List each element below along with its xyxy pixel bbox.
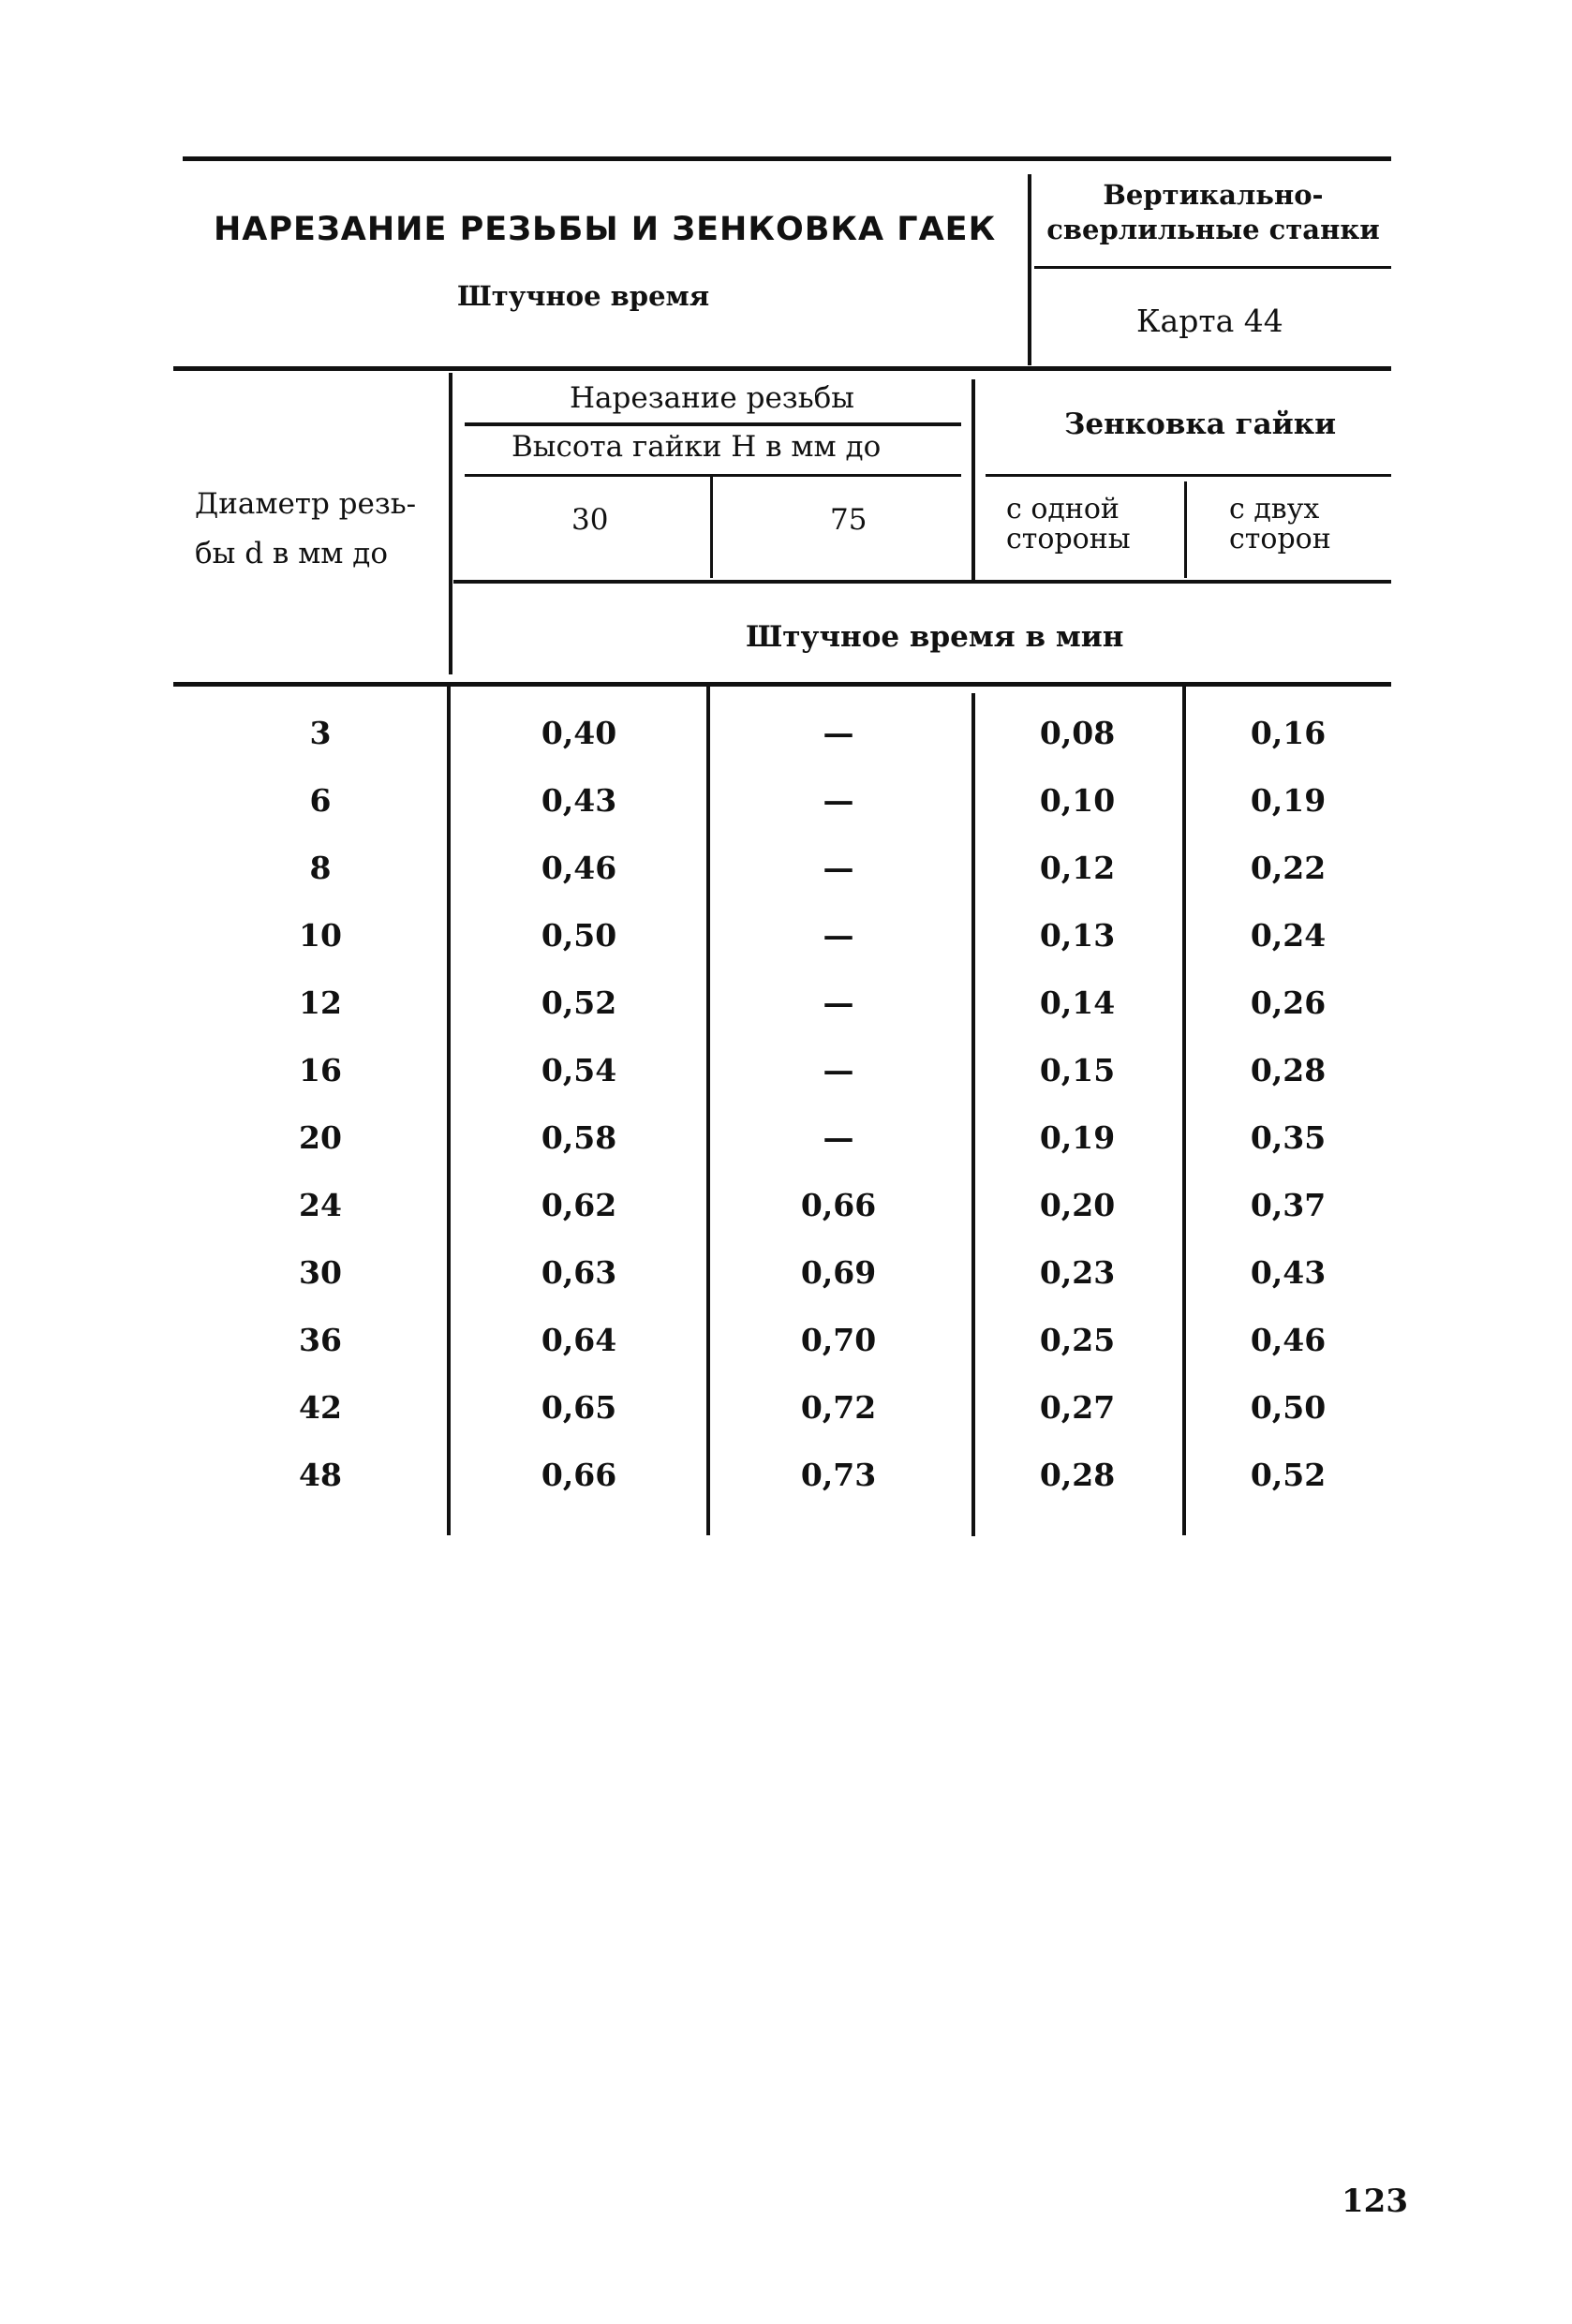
time-one-side-cell: 0,12	[1039, 850, 1116, 886]
time-h30-cell: 0,43	[541, 782, 617, 819]
time-two-sides-cell: 0,46	[1250, 1322, 1327, 1358]
col-divider-4-header	[1184, 481, 1187, 578]
page-number: 123	[1342, 2183, 1408, 2220]
two-sides-header	[1229, 495, 1331, 554]
machine-type-line1: Вертикально-	[1103, 179, 1324, 211]
time-one-side-cell: 0,15	[1039, 1052, 1116, 1088]
time-one-side-cell: 0,27	[1039, 1389, 1116, 1426]
diameter-cell: 30	[299, 1254, 342, 1291]
diameter-cell: 6	[309, 782, 332, 819]
card-rule	[1034, 266, 1391, 269]
diameter-cell: 16	[299, 1052, 342, 1088]
diameter-cell: 12	[299, 984, 342, 1021]
time-h75-cell: 0,66	[800, 1187, 877, 1223]
diameter-cell: 24	[299, 1187, 342, 1223]
time-h30-cell: 0,62	[541, 1187, 617, 1223]
diameter-cell: 36	[299, 1322, 342, 1358]
table-row	[0, 852, 1572, 890]
machine-type-line2: сверлильные станки	[1046, 214, 1380, 246]
time-one-side-cell: 0,13	[1039, 917, 1116, 954]
time-h75-cell: 0,72	[800, 1389, 877, 1426]
time-h75-cell: 0,69	[800, 1254, 877, 1291]
nut-height-header	[512, 430, 882, 464]
time-h75-cell: —	[823, 1119, 854, 1156]
time-one-side-cell: 0,23	[1039, 1254, 1116, 1291]
two-sides-line2: сторон	[1229, 522, 1331, 555]
table-row	[0, 1322, 1572, 1362]
table-body-rule	[173, 682, 1391, 687]
time-h30-cell: 0,54	[541, 1052, 617, 1088]
table-row	[0, 984, 1572, 1025]
time-h30-cell: 0,64	[541, 1322, 617, 1358]
threading-rule	[465, 422, 961, 426]
table-row	[0, 1254, 1572, 1295]
time-h30-cell: 0,66	[541, 1457, 617, 1493]
threading-header: Нарезание резьбы	[570, 381, 854, 415]
card-number: Карта 44	[1136, 303, 1283, 339]
time-two-sides-cell: 0,22	[1250, 850, 1327, 886]
time-one-side-cell: 0,19	[1039, 1119, 1116, 1156]
time-h30-cell: 0,65	[541, 1389, 617, 1426]
diameter-cell: 48	[299, 1457, 342, 1493]
diameter-header	[195, 480, 416, 578]
nut-height-rule	[465, 474, 961, 477]
document-subtitle: Штучное время	[457, 280, 710, 312]
time-two-sides-cell: 0,35	[1250, 1119, 1327, 1156]
time-two-sides-cell: 0,16	[1250, 715, 1327, 751]
time-h75-cell: —	[823, 782, 854, 819]
time-two-sides-cell: 0,26	[1250, 984, 1327, 1021]
diameter-cell: 10	[299, 917, 342, 954]
document-title: НАРЕЗАНИЕ РЕЗЬБЫ И ЗЕНКОВКА ГАЕК	[214, 211, 997, 248]
table-row	[0, 1187, 1572, 1227]
nut-height-label: Высота гайки H в мм до	[512, 430, 882, 464]
one-side-line1: с одной	[1006, 493, 1120, 525]
time-h75-cell: 0,70	[800, 1322, 877, 1358]
time-h30-cell: 0,40	[541, 715, 617, 751]
time-one-side-cell: 0,10	[1039, 782, 1116, 819]
height-75-header: 75	[830, 503, 868, 537]
two-sides-line1: с двух	[1229, 493, 1320, 525]
table-row	[0, 1052, 1572, 1092]
time-h75-cell: —	[823, 1052, 854, 1088]
top-rule	[183, 156, 1391, 161]
table-row	[0, 715, 1572, 755]
unit-rule	[453, 580, 1391, 584]
time-h75-cell: —	[823, 850, 854, 886]
diameter-cell: 20	[299, 1119, 342, 1156]
diameter-header-line1: Диаметр резь-	[195, 487, 417, 521]
time-unit-header: Штучное время в мин	[746, 620, 1124, 654]
time-h30-cell: 0,46	[541, 850, 617, 886]
diameter-cell: 42	[299, 1389, 342, 1426]
countersink-rule	[986, 474, 1391, 477]
time-one-side-cell: 0,08	[1039, 715, 1116, 751]
col-divider-1-header	[449, 373, 452, 674]
diameter-header-line2: бы d в мм до	[195, 536, 389, 570]
table-row	[0, 1119, 1572, 1160]
time-one-side-cell: 0,14	[1039, 984, 1116, 1021]
time-h75-cell: —	[823, 715, 854, 751]
diameter-cell: 3	[309, 715, 332, 751]
time-two-sides-cell: 0,43	[1250, 1254, 1327, 1291]
time-one-side-cell: 0,28	[1039, 1457, 1116, 1493]
time-two-sides-cell: 0,28	[1250, 1052, 1327, 1088]
time-h75-cell: —	[823, 917, 854, 954]
time-h30-cell: 0,63	[541, 1254, 617, 1291]
col-divider-2-header	[710, 477, 713, 578]
time-h75-cell: 0,73	[800, 1457, 877, 1493]
title-divider	[1028, 174, 1031, 365]
time-two-sides-cell: 0,37	[1250, 1187, 1327, 1223]
table-row	[0, 1459, 1572, 1497]
one-side-line2: стороны	[1006, 522, 1131, 555]
table-row	[0, 782, 1572, 822]
time-h30-cell: 0,58	[541, 1119, 617, 1156]
height-30-header: 30	[571, 503, 609, 537]
table-top-rule	[173, 366, 1391, 371]
time-two-sides-cell: 0,50	[1250, 1389, 1327, 1426]
time-h30-cell: 0,52	[541, 984, 617, 1021]
one-side-header	[1006, 495, 1131, 554]
table-row	[0, 917, 1572, 957]
time-two-sides-cell: 0,52	[1250, 1457, 1327, 1493]
time-one-side-cell: 0,20	[1039, 1187, 1116, 1223]
machine-type	[1040, 178, 1387, 247]
table-row	[0, 1389, 1572, 1429]
time-two-sides-cell: 0,24	[1250, 917, 1327, 954]
diameter-cell: 8	[309, 850, 332, 886]
time-two-sides-cell: 0,19	[1250, 782, 1327, 819]
countersink-header: Зенковка гайки	[1064, 407, 1337, 441]
time-h75-cell: —	[823, 984, 854, 1021]
time-h30-cell: 0,50	[541, 917, 617, 954]
col-divider-3-header	[971, 379, 975, 584]
time-one-side-cell: 0,25	[1039, 1322, 1116, 1358]
